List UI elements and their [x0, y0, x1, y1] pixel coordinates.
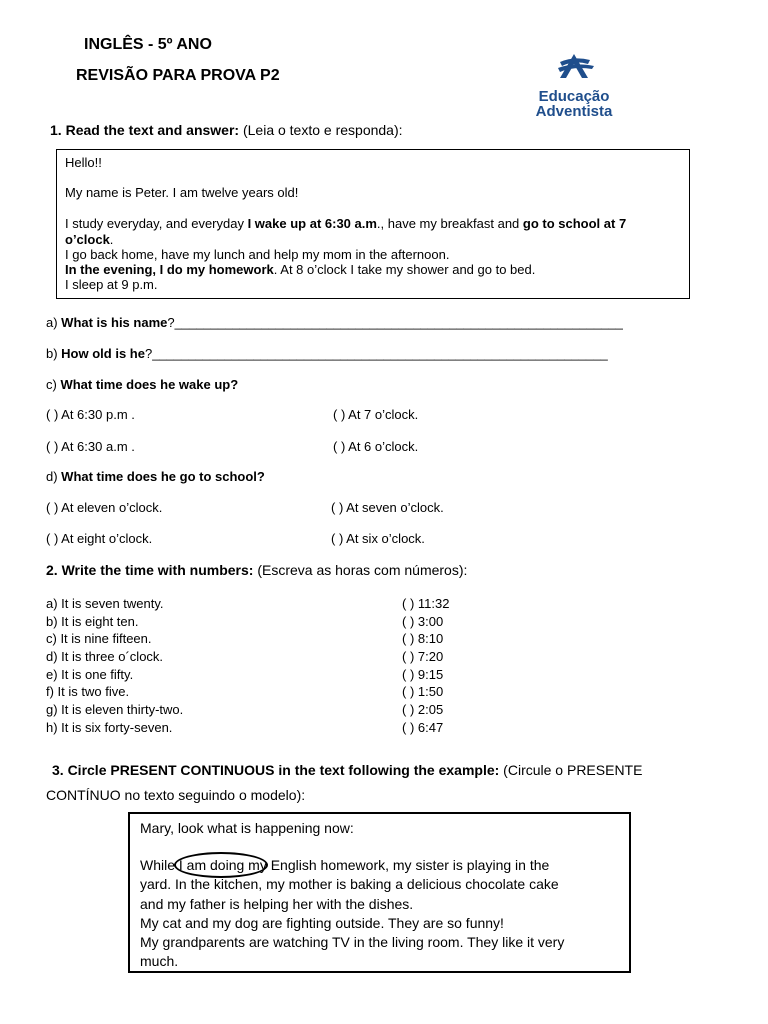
option-checkbox[interactable]: ( ) At eleven o’clock. — [46, 500, 163, 515]
option-checkbox[interactable]: ( ) At 6 o’clock. — [333, 439, 419, 454]
question-3-heading: 3. Circle PRESENT CONTINUOUS in the text following the example: (Circule o PRESENTE — [52, 762, 643, 778]
match-item: e) It is one fifty. — [46, 667, 134, 682]
text-line: I go back home, have my lunch and help my mom in the afternoon. — [65, 247, 450, 262]
match-answer[interactable]: ( ) 6:47 — [402, 720, 444, 735]
option-checkbox[interactable]: ( ) At eight o’clock. — [46, 531, 153, 546]
match-item: h) It is six forty-seven. — [46, 720, 173, 735]
match-item: b) It is eight ten. — [46, 614, 139, 629]
text-line: yard. In the kitchen, my mother is baking a delicious chocolate cake — [140, 876, 559, 892]
text-line: I sleep at 9 p.m. — [65, 277, 158, 292]
option-checkbox[interactable]: ( ) At 7 o’clock. — [333, 407, 419, 422]
worksheet-title: INGLÊS - 5º ANO — [84, 36, 212, 53]
match-answer[interactable]: ( ) 1:50 — [402, 684, 444, 699]
logo-mark-icon — [500, 40, 648, 86]
match-answer[interactable]: ( ) 7:20 — [402, 649, 444, 664]
match-item: c) It is nine fifteen. — [46, 631, 152, 646]
question-1d: d) What time does he go to school? — [46, 469, 265, 484]
q1-instruction: Read the text and answer: — [65, 122, 240, 138]
circled-example: I am doing — [178, 857, 245, 873]
question-1a: a) What is his name?______________________________________________________________ — [46, 315, 623, 330]
question-3-heading-cont: CONTÍNUO no texto seguindo o modelo): — [46, 787, 306, 803]
text-line: My name is Peter. I am twelve years old! — [65, 185, 299, 200]
option-checkbox[interactable]: ( ) At seven o’clock. — [331, 500, 444, 515]
match-answer[interactable]: ( ) 11:32 — [402, 596, 450, 611]
option-checkbox[interactable]: ( ) At 6:30 p.m . — [46, 407, 135, 422]
match-answer[interactable]: ( ) 9:15 — [402, 667, 444, 682]
text-line: and my father is helping her with the dishes. — [140, 896, 414, 912]
text-line: My grandparents are watching TV in the living room. They like it very — [140, 934, 565, 950]
match-item: f) It is two five. — [46, 684, 130, 699]
text-line: In the evening, I do my homework. At 8 o’clock I take my shower and go to bed. — [65, 262, 536, 277]
text-line: Mary, look what is happening now: — [140, 820, 354, 836]
text-line: My cat and my dog are fighting outside. They are so funny! — [140, 915, 504, 931]
text-line: o’clock. — [65, 232, 114, 247]
match-item: a) It is seven twenty. — [46, 596, 164, 611]
q1-number: 1. — [50, 122, 66, 138]
text-line: While I am doing my English homework, my sister is playing in the — [140, 857, 550, 873]
match-answer[interactable]: ( ) 3:00 — [402, 614, 444, 629]
option-checkbox[interactable]: ( ) At 6:30 a.m . — [46, 439, 135, 454]
match-item: d) It is three o´clock. — [46, 649, 164, 664]
example-text-box — [128, 812, 631, 973]
example-circle — [174, 852, 268, 878]
text-line: I study everyday, and everyday I wake up at 6:30 a.m., have my breakfast and go to school at 7 — [65, 216, 627, 231]
answer-line[interactable]: ?______________________________________________________________ — [167, 315, 623, 330]
logo — [500, 40, 648, 120]
worksheet-subtitle: REVISÃO PARA PROVA P2 — [76, 67, 280, 84]
q1-translation: (Leia o texto e responda): — [239, 122, 403, 138]
logo-line1: Educação — [538, 88, 610, 105]
reading-text-box — [56, 149, 690, 299]
text-line: Hello!! — [65, 155, 102, 170]
question-1c: c) What time does he wake up? — [46, 377, 239, 392]
question-2-heading: 2. Write the time with numbers: (Escreva as horas com números): — [46, 562, 468, 578]
logo-line2: Adventista — [535, 103, 613, 120]
match-answer[interactable]: ( ) 2:05 — [402, 702, 444, 717]
answer-line[interactable]: ?_______________________________________________________________ — [144, 346, 608, 361]
match-answer[interactable]: ( ) 8:10 — [402, 631, 444, 646]
question-1b: b) How old is he?_______________________________________________________________ — [46, 346, 608, 361]
option-checkbox[interactable]: ( ) At six o’clock. — [331, 531, 425, 546]
question-1-heading — [50, 122, 403, 138]
match-item: g) It is eleven thirty-two. — [46, 702, 184, 717]
text-line: much. — [140, 953, 179, 969]
